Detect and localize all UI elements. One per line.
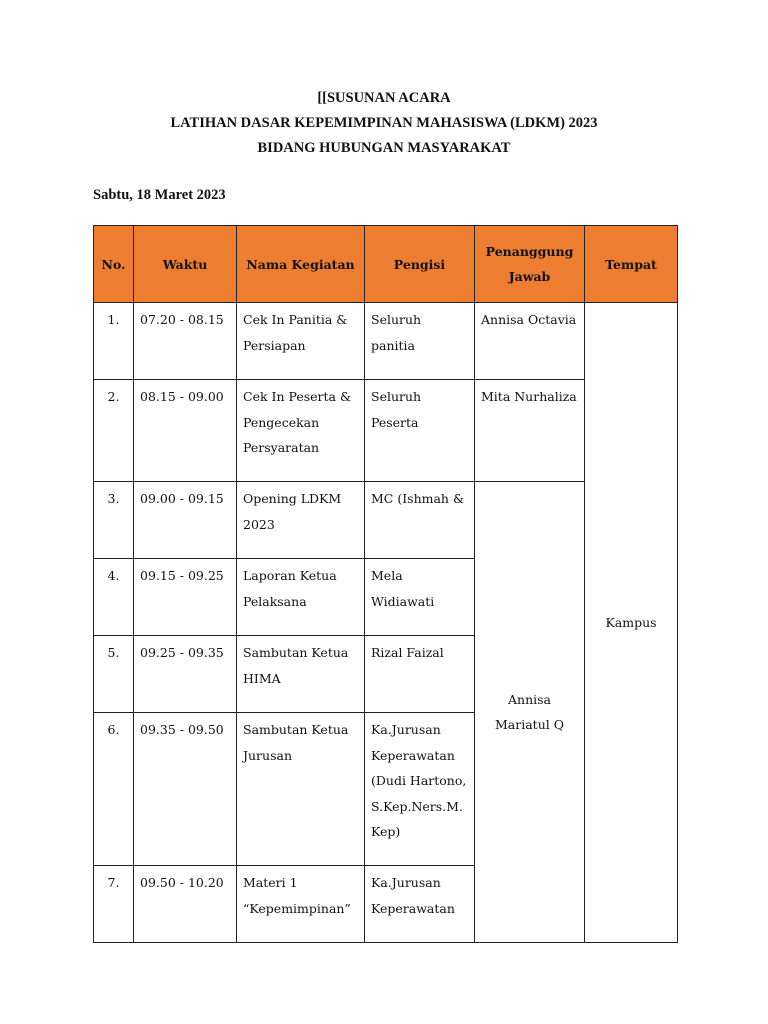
cell-penanggung-jawab: Mita Nurhaliza [475,380,585,482]
cell-no: 7. [94,866,134,943]
cell-pengisi: MC (Ishmah & [365,482,475,559]
cell-pengisi: Ka.Jurusan Keperawatan [365,866,475,943]
col-header-waktu: Waktu [134,226,237,303]
cell-no: 1. [94,303,134,380]
cell-no: 3. [94,482,134,559]
col-header-no: No. [94,226,134,303]
title-line-1: [[SUSUNAN ACARA [317,90,451,106]
cell-pengisi: Ka.Jurusan Keperawatan (Dudi Hartono, S.Kep.Ners.M. Kep) [365,713,475,866]
cell-waktu: 09.25 - 09.35 [134,636,237,713]
cell-pengisi: Rizal Faizal [365,636,475,713]
cell-no: 5. [94,636,134,713]
title-line-3: BIDANG HUBUNGAN MASYARAKAT [257,140,511,156]
cell-kegiatan: Cek In Peserta & Pengecekan Persyaratan [237,380,365,482]
cell-pengisi: Seluruh Peserta [365,380,475,482]
table-header-row [94,226,678,303]
cell-waktu: 09.35 - 09.50 [134,713,237,866]
cell-waktu: 09.00 - 09.15 [134,482,237,559]
col-header-tempat: Tempat [585,226,678,303]
cell-kegiatan: Sambutan Ketua HIMA [237,636,365,713]
table-row [94,303,678,380]
schedule-table [93,225,678,943]
title-line-2: LATIHAN DASAR KEPEMIMPINAN MAHASISWA (LDKM) 2023 [170,115,598,131]
cell-penanggung-jawab-merged: Annisa Mariatul Q [475,482,585,943]
cell-pengisi: Seluruh panitia [365,303,475,380]
col-header-kegiatan: Nama Kegiatan [237,226,365,303]
col-header-pengisi: Pengisi [365,226,475,303]
event-date: Sabtu, 18 Maret 2023 [93,187,226,203]
cell-no: 6. [94,713,134,866]
col-header-penanggung-jawab: Penanggung Jawab [475,226,585,303]
cell-kegiatan: Materi 1 “Kepemimpinan” [237,866,365,943]
cell-kegiatan: Laporan Ketua Pelaksana [237,559,365,636]
cell-waktu: 09.15 - 09.25 [134,559,237,636]
cell-penanggung-jawab: Annisa Octavia [475,303,585,380]
cell-waktu: 07.20 - 08.15 [134,303,237,380]
cell-waktu: 09.50 - 10.20 [134,866,237,943]
document-title [0,86,768,161]
cell-kegiatan: Sambutan Ketua Jurusan [237,713,365,866]
cell-no: 2. [94,380,134,482]
cell-kegiatan: Opening LDKM 2023 [237,482,365,559]
cell-tempat: Kampus [585,303,678,943]
cell-waktu: 08.15 - 09.00 [134,380,237,482]
cell-no: 4. [94,559,134,636]
cell-kegiatan: Cek In Panitia & Persiapan [237,303,365,380]
cell-pengisi: Mela Widiawati [365,559,475,636]
